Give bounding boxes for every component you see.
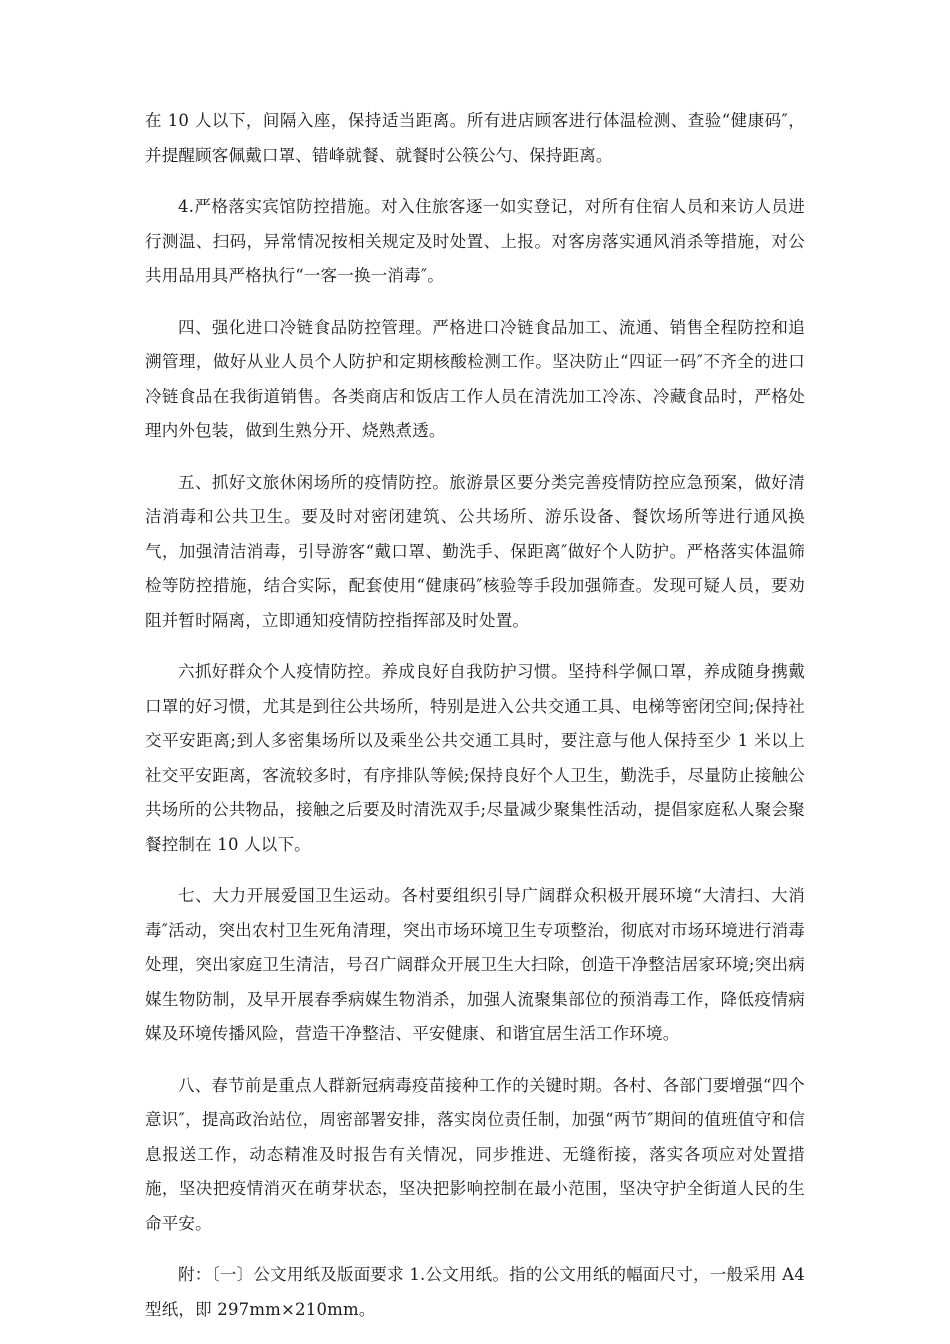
document-page [145, 104, 805, 1344]
paragraph-hygiene-campaign: 七、大力开展爱国卫生运动。各村要组织引导广阔群众积极开展环境“大清扫、大消毒″活动，突出农村卫生死角清理，突出市场环境卫生专项整治，彻底对市场环境进行消毒处理，突出家庭卫生清洁，号召广阔群众开展卫生大扫除，创造干净整洁居家环境;突出病媒生物防制，及早开展春季病媒生物消杀，加强人流聚集部位的预消毒工作，降低疫情病媒及环境传播风险，营造干净整洁、平安健康、和谐宜居生活工作环境。 [145, 886, 805, 1043]
paragraph-tourism-venues: 五、抓好文旅休闲场所的疫情防控。旅游景区要分类完善疫情防控应急预案，做好清洁消毒和公共卫生。要及时对密闭建筑、公共场所、游乐设备、餐饮场所等进行通风换气，加强清洁消毒，引导游客“戴口罩、勤洗手、保距离″做好个人防护。严格落实体温筛检等防控措施，结合实际，配套使用“健康码″核验等手段加强筛查。发现可疑人员，要劝阻并暂时隔离，立即通知疫情防控指挥部及时处置。 [145, 472, 805, 630]
paragraph-vaccination: 八、春节前是重点人群新冠病毒疫苗接种工作的关键时期。各村、各部门要增强“四个意识″，提高政治站位，周密部署安排，落实岗位责任制，加强“两节″期间的值班值守和信息报送工作，动态精准及时报告有关情况，同步推进、无缝衔接，落实各项应对处置措施，坚决把疫情消灭在萌芽状态，坚决把影响控制在最小范围，坚决守护全街道人民的生命平安。 [145, 1075, 805, 1233]
paragraph-hotel-measures: 4.严格落实宾馆防控措施。对入住旅客逐一如实登记，对所有住宿人员和来访人员进行测温、扫码，异常情况按相关规定及时处置、上报。对客房落实通风消杀等措施，对公共用品用具严格执行“一客一换一消毒″。 [145, 197, 805, 285]
paragraph-continuation: 在 10 人以下，间隔入座，保持适当距离。所有进店顾客进行体温检测、查验“健康码″，并提醒顾客佩戴口罩、错峰就餐、就餐时公筷公勺、保持距离。 [145, 111, 805, 165]
paragraph-cold-chain: 四、强化进口冷链食品防控管理。严格进口冷链食品加工、流通、销售全程防控和追溯管理，做好从业人员个人防护和定期核酸检测工作。坚决防止“四证一码″不齐全的进口冷链食品在我街道销售。各类商店和饭店工作人员在清洗加工冷冻、冷藏食品时，严格处理内外包装，做到生熟分开、烧熟煮透。 [145, 317, 805, 440]
paragraph-appendix: 附：〔一〕公文用纸及版面要求 1.公文用纸。指的公文用纸的幅面尺寸，一般采用 A4 型纸，即 297mm×210mm。 [145, 1265, 805, 1319]
paragraph-personal-protection: 六抓好群众个人疫情防控。养成良好自我防护习惯。坚持科学佩口罩，养成随身携戴口罩的好习惯，尤其是到往公共场所，特别是进入公共交通工具、电梯等密闭空间;保持社交平安距离;到人多密集场所以及乘坐公共交通工具时，要注意与他人保持至少 1 米以上社交平安距离，客流较多时，有序排队等候;保持良好个人卫生，勤洗手，尽量防止接触公共场所的公共物品，接触之后要及时清洗双手;尽量减少聚集性活动，提倡家庭私人聚会聚餐控制在 10 人以下。 [145, 662, 805, 854]
